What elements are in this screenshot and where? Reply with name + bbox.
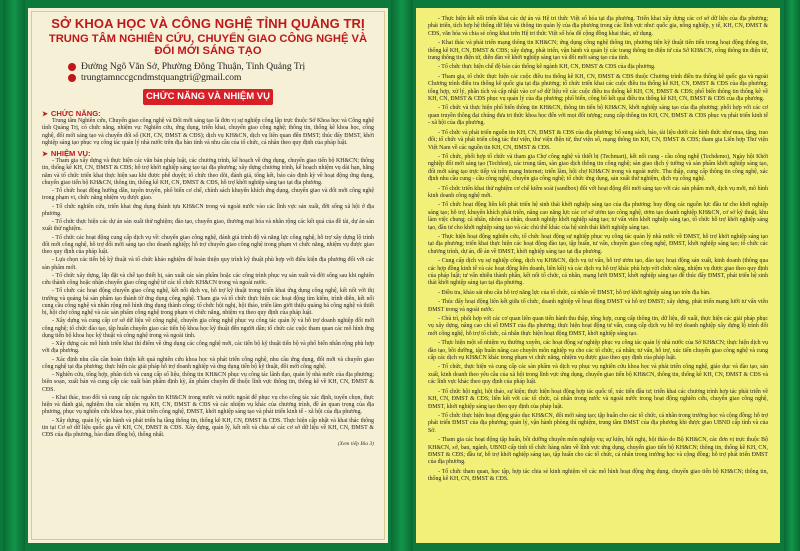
duty-paragraph: - Tổ chức xây dựng, lắp đặt và chế tạo thiết bị, sản xuất các sản phẩm hoặc các công trình phục vụ sản xuất và đời sống sau khi nghiên cứu thành công hoặc nhận chuyển giao công nghệ từ các tổ chức KH&CN trong và ngoài nước. — [42, 272, 374, 286]
chuc-nang-heading — [42, 109, 374, 118]
duty-paragraph: - Tổ chức thực hiện các dự án sản xuất thử nghiệm; đào tạo, chuyển giao, thương mại hóa và nhân rộng các kết quả của đề tài, dự án sản xuất thử nghiệm. — [42, 219, 374, 233]
duty-paragraph: - Tổ chức hội nghị, hội thảo, sự kiện; thực hiện hoạt động hợp tác quốc tế, xúc tiến đầu tư; triển khai các chương trình hợp tác phát triển về KH, CN, ĐMST & CĐS; liên kết với các tổ chức, cá nhân trong nước và ngoài nước trong hoạt động nghiên cứu, chuyển giao công nghệ, ĐMST, khởi nghiệp sáng tạo theo quy định của pháp luật. — [428, 388, 768, 410]
location-icon — [68, 63, 76, 71]
duty-paragraph: - Xác định nhu cầu cần hoàn thiện kết quả nghiên cứu khoa học và phát triển công nghệ, nhu cầu ứng dụng, đổi mới và chuyển giao công nghệ tại địa phương; thực hiện các giải pháp hỗ trợ doanh nghiệp và ứng dụng tiến bộ kỹ thuật, đổi mới công nghệ. — [42, 356, 374, 370]
duty-paragraph: - Khai thác và phát triển mạng thông tin KH&CN; ứng dụng công nghệ thông tin, phương tiện kỹ thuật tiên tiến trong hoạt động thông tin, thống kê KH, CN, ĐMST & CĐS; xây dựng, phát triển, vận hành và quản lý các trang thông tin điện tử của Sở KH&CN, cổng thông tin điện tử, trang thông tin điện tử, diễn đàn về khởi nghiệp sáng tạo và đổi mới sáng tạo của tỉnh. — [428, 40, 768, 62]
duty-paragraph: - Tổ chức các hoạt động cung cấp dịch vụ về: chuyển giao công nghệ, đánh giá trình độ và năng lực công nghệ, hỗ trợ xây dựng lộ trình đổi mới công nghệ, hỗ trợ đổi mới sáng tạo cho doanh nghiệp; hỗ trợ chuyển giao công nghệ trong phạm vi chức năng, nhiệm vụ được giao theo quy định của pháp luật. — [42, 234, 374, 255]
arrow-icon: ➤ — [42, 150, 48, 158]
address-line — [68, 62, 374, 72]
department-title: SỞ KHOA HỌC VÀ CÔNG NGHỆ TỈNH QUẢNG TRỊ — [51, 16, 365, 31]
address-text: Đường Ngô Văn Sở, Phường Đông Thuận, Tỉnh Quảng Trị — [81, 62, 306, 72]
duty-paragraph: - Chủ trì, phối hợp với các cơ quan liên quan tiến hành thu thập, tổng hợp, cung cấp thông tin, dữ liệu, đề xuất, thực hiện các giải pháp phục vụ xây dựng, nâng cao chỉ số ĐMST của địa phương; thực hiện hoạt động tư vấn, cung cấp dịch vụ hỗ trợ doanh nghiệp xây dựng lộ trình đổi mới công nghệ, hỗ trợ tổ chức, cá nhân thực hiện hoạt động ĐMST, khởi nghiệp sáng tạo. — [428, 316, 768, 337]
duty-paragraph: - Điều tra, khảo sát nhu cầu hỗ trợ năng lực của tổ chức, cá nhân về ĐMST, hỗ trợ khởi nghiệp sáng tạo trên địa bàn. — [438, 289, 711, 296]
duty-paragraph: - Nghiên cứu, tổng hợp, phân tích và cung cấp số liệu, thông tin KH&CN phục vụ công tác lãnh đạo, quản lý nhà nước của địa phương; biên soạn, xuất bản và cung cấp các xuất bản phẩm định kỳ, ấn phẩm chuyên đề thuộc lĩnh vực thông tin, thống kê về KH, CN, ĐMST & CĐS. — [42, 372, 374, 393]
chuc-nang-text: Trung tâm Nghiên cứu, Chuyển giao công nghệ và Đổi mới sáng tạo là đơn vị sự nghiệp công lập trực thuộc Sở Khoa học và Công nghệ tỉnh Quảng Trị, có chức năng, nhiệm vụ: Nghiên cứu, ứng dụng, triển khai, chuyển giao công nghệ; thông tin, thống kê khoa học, công nghệ, đổi mới sáng tạo và chuyển đổi số (KH, CN, ĐMST & CĐS); dịch vụ KH&CN, dịch vụ liên quan đến ĐMST; thúc đẩy ĐMST, khởi nghiệp sáng tạo phục vụ công tác quản lý nhà nước trên địa bàn tỉnh và nhu cầu của tổ chức, cá nhân theo quy định của pháp luật. — [42, 118, 374, 146]
duty-paragraph: - Tổ chức, thực hiện và cung cấp các sản phẩm và dịch vụ phục vụ nghiên cứu khoa học và phát triển công nghệ, giáo dục và đào tạo, sản xuất, kinh doanh theo yêu cầu của xã hội trong lĩnh vực ứng dụng, chuyển giao tiến bộ KH&CN, thông tin, thống kê KH, CN, ĐMST & CĐS và các lĩnh vực khác theo quy định của pháp luật. — [428, 364, 768, 386]
background-stripe — [391, 0, 413, 551]
duty-paragraph: - Tham gia, tổ chức thực hiện các cuộc điều tra thống kê KH, CN, ĐMST & CĐS thuộc Chương trình điều tra thống kê quốc gia và ngoài Chương trình điều tra thống kê quốc gia tại địa phương; tổ chức triển khai các cuộc điều tra thống kê KH, CN, ĐMST & CĐS của địa phương; tổng hợp, xử lý, phân tích và cập nhật vào cơ sở dữ liệu về các cuộc điều tra thống kê KH, CN, ĐMST & CĐS; phổ biến thông tin thống kê về KH, CN, ĐMST & CĐS phục vụ quản lý của địa phương; phổ biến, công bố kết quả điều tra thống kê KH, CN, ĐMST & CĐS của địa phương. — [428, 73, 768, 103]
duty-paragraph: - Tham gia xây dựng và thực hiện các văn bản pháp luật, các chương trình, kế hoạch về ứng dụng, chuyển giao tiến bộ KH&CN; thông tin, thống kê KH, CN, ĐMST & CĐS; hỗ trợ khởi nghiệp sáng tạo tại địa phương; xây dựng chương trình, kế hoạch nhiệm vụ dài hạn, hằng năm và tổ chức triển khai thực hiện sau khi được phê duyệt; tổ chức theo dõi, đánh giá, tổng kết, báo cáo định kỳ về hoạt động ứng dụng, chuyển giao tiến bộ KH&CN, thông tin, thống kê KH, CN, ĐMST & CĐS, hỗ trợ khởi nghiệp sáng tạo tại địa phương. — [42, 158, 374, 186]
duty-paragraph: - Cung cấp dịch vụ sự nghiệp công, dịch vụ KH&CN, dịch vụ tư vấn, hỗ trợ ươm tạo, đào tạo; hoạt động sản xuất, kinh doanh (thông qua các hợp đồng kinh tế và các hoạt động liên doanh, liên kết) và các dịch vụ hỗ trợ khác phù hợp với chức năng, nhiệm vụ được giao theo quy định của pháp luật; tư vấn nhiều thành phần, kết nối tổ chức, cá nhân, mạng lưới ĐMST, khởi nghiệp sáng tạo để thúc đẩy ĐMST, phát triển hệ sinh thái khởi nghiệp sáng tạo tại địa phương. — [428, 258, 768, 287]
background-stripe — [3, 0, 25, 551]
duty-paragraph: - Xây dựng các mô hình triển khai thí điểm về ứng dụng các công nghệ mới, các tiến bộ kỹ thuật tiến bộ và phổ biến nhân rộng phù hợp với địa phương. — [42, 341, 374, 355]
duty-paragraph: - Tổ chức hoạt động hướng dẫn, tuyên truyền, phổ biến cơ chế, chính sách khuyến khích ứng dụng, chuyển giao và đổi mới công nghệ trong phạm vi, chức năng nhiệm vụ được giao. — [42, 188, 374, 202]
chuc-nang-heading-text: CHỨC NĂNG: — [50, 109, 101, 118]
duty-paragraph: - Tổ chức hoạt động liên kết phát triển hệ sinh thái khởi nghiệp sáng tạo của địa phương; huy động các nguồn lực đầu tư cho khởi nghiệp sáng tạo; hỗ trợ, khuyến khích phát triển, nâng cao năng lực các cơ sở ươm tạo công nghệ, ươm tạo doanh nghiệp KH&CN, cơ sở kỹ thuật, khu làm việc chung; cá nhân, nhóm cá nhân, doanh nghiệp khởi nghiệp sáng tạo; tư vấn viên khởi nghiệp sáng tạo, tổ chức hỗ trợ khởi nghiệp sáng tạo, đầu tư cho khởi nghiệp sáng tạo và các chủ thể khác của hệ sinh thái khởi nghiệp sáng tạo. — [428, 202, 768, 231]
email-line — [68, 73, 374, 83]
section-title-banner: CHỨC NĂNG VÀ NHIỆM VỤ — [143, 89, 273, 105]
email-text: trungtamnccgcndmstquangtri@gmail.com — [81, 73, 242, 83]
duty-paragraph: - Khai thác, trao đổi và cung cấp các nguồn tin KH&CN trong nước và nước ngoài để phục vụ cho công tác xác định, tuyển chọn, thực hiện và đánh giá, nghiệm thu các nhiệm vụ KH, CN, ĐMST & CĐS và các nhiệm vụ khác của chương trình, đề án quan trọng của địa phương, phục vụ nghiên cứu khoa học, phát triển công nghệ, ĐMST, khởi nghiệp sáng tạo và phát triển kinh tế - xã hội của địa phương. — [42, 394, 374, 416]
right-page — [416, 8, 780, 543]
duty-paragraph: - Tổ chức các hoạt động chuyển giao công nghệ, kết nối dịch vụ, hỗ trợ kỹ thuật trong triển khai ứng dụng công nghệ, kết nối với thị trường và quảng bá sản phẩm tạo thành từ ứng dụng công nghệ. Tham gia và tổ chức thực hiện các hoạt động tìm kiếm, trình diễn, kết nối cung cầu công nghệ và nhân rộng mô hình ứng dụng thành công; tổ chức hội nghị, hội thảo, triển lãm giới thiệu quảng bá công nghệ và thiết bị, hội chợ công nghệ và các sản phẩm công nghệ trong phạm vi chức năng, nhiệm vụ theo quy định của pháp luật. — [42, 288, 374, 316]
duty-paragraph: - Thực hiện kết nối triển khai các dự án và Hệ tri thức Việt số hóa tại địa phương. Triển khai xây dựng các cơ sở dữ liệu của địa phương; phát triển, tích hợp hệ thống dữ liệu và thông tin quản lý của địa phương trong các lĩnh vực như: quốc gia, nông nghiệp, y tế, KH, CN, ĐMST & CĐS, văn hóa và chia sẻ công khai trên Hệ tri thức Việt số hóa để cộng đồng khai thác, sử dụng. — [428, 16, 768, 37]
email-icon — [68, 74, 76, 82]
center-title: TRUNG TÂM NGHIÊN CỨU, CHUYỂN GIAO CÔNG NGHỆ VÀ ĐỔI MỚI SÁNG TẠO — [48, 33, 368, 57]
duty-paragraph: - Tổ chức và thực hiện phổ biến thông tin KH&CN, thông tin tiến bộ KH&CN, khởi nghiệp sáng tạo của địa phương; phối hợp với các cơ quan truyền thông đại chúng đưa tri thức khoa học đến với mọi đối tượng; cung cấp thông tin KH, CN, ĐMST & CĐS phục vụ phát triển kinh tế - xã hội của địa phương. — [428, 105, 768, 127]
duty-paragraph: - Tham gia các hoạt động tập huấn, bồi dưỡng chuyên môn nghiệp vụ; sự kiện, hội nghị, hội thảo do Bộ KH&CN, các đơn vị trực thuộc Bộ KH&CN, sở, ban, ngành, UBND cấp tỉnh tổ chức hàng năm về lĩnh vực ứng dụng, chuyển giao tiến bộ KH&CN; thông tin, thống kê KH, CN, ĐMST & CĐS; đầu tư, hỗ trợ khởi nghiệp sáng tạo, tập huấn cho các tổ chức, cá nhân trong trường học và cộng đồng; hỗ trợ phát triển ĐMST của địa phương. — [428, 437, 768, 466]
duty-paragraph: - Thực hiện một số nhiệm vụ thường xuyên, các hoạt động sự nghiệp phục vụ công tác quản lý nhà nước của Sở KH&CN; thực hiện dịch vụ đào tạo, bồi dưỡng, tập huấn nâng cao chuyên môn nghiệp vụ cho các tổ chức, cá nhân; tư vấn, hỗ trợ, xúc tiến chuyển giao công nghệ và cung cấp các dịch vụ KH&CN khác trong phạm vi chức năng, nhiệm vụ được giao theo quy định của pháp luật. — [428, 340, 768, 362]
nhiem-vu-heading — [42, 149, 374, 158]
duty-paragraph: - Lựa chọn các tiến bộ kỹ thuật và tổ chức khảo nghiệm để hoàn thiện quy trình kỹ thuật phù hợp với điều kiện địa phương đối với các sản phẩm mới. — [42, 257, 374, 271]
continued-note: (Xem tiếp Bìa 3) — [337, 441, 374, 448]
left-page — [28, 8, 388, 543]
duty-paragraph: - Tổ chức, phối hợp tổ chức và tham gia Chợ công nghệ và thiết bị (Techmart), kết nối cung - cầu công nghệ (Techdemo), Ngày hội Khởi nghiệp đổi mới sáng tạo (Techfest), các trung tâm, sàn giao dịch thông tin công nghệ; sàn giao dịch ý tưởng và sản phẩm khởi nghiệp sáng tạo, đổi mới sáng tạo trực tiếp và trên mạng Internet; triển lãm, hội chợ KH&CN trong và ngoài nước. Thu thập, cung cấp thông tin công nghệ, xác định nhu cầu cung - cầu công nghệ, chuyên gia công nghệ; tổ chức ứng dụng, sản xuất thử nghiệm, dịch vụ công nghệ. — [428, 153, 768, 183]
duty-paragraph: - Tổ chức tham quan, học tập, hợp tác chia sẻ kinh nghiệm về các mô hình hoạt động ứng dụng, chuyển giao tiến bộ KH&CN; thông tin, thống kê KH, CN, ĐMST & CĐS. — [428, 468, 768, 483]
background-stripe — [784, 0, 800, 551]
nhiem-vu-heading-text: NHIỆM VỤ: — [50, 149, 91, 158]
duty-paragraph: - Tổ chức nghiên cứu, triển khai ứng dụng thành tựu KH&CN trong và ngoài nước vào các lĩnh vực sản xuất, đời sống xã hội ở địa phương. — [42, 203, 374, 217]
duty-paragraph: - Tổ chức và phát triển nguồn tin KH, CN, ĐMST & CĐS của địa phương: bổ sung sách, báo, tài liệu dưới các hình thức như mua, tặng, trao đổi; tổ chức và phát triển công tác thư viện, thư viện điện tử, thư viện số, mạng thông tin KH, CN, ĐMST & CĐS; tham gia Liên hợp Thư viện Việt Nam về các nguồn tin KH, CN, ĐMST & CĐS. — [428, 129, 768, 151]
duty-paragraph: - Thúc đẩy hoạt động liên kết giữa tổ chức, doanh nghiệp về hoạt động ĐMST và hỗ trợ ĐMST; xây dựng, phát triển mạng lưới tư vấn viên ĐMST trong và ngoài nước. — [428, 299, 768, 313]
arrow-icon: ➤ — [42, 110, 48, 118]
duty-paragraph: - Xây dựng và cung cấp cơ sở dữ liệu về công nghệ, chuyên gia công nghệ phục vụ công tác quản lý và hỗ trợ doanh nghiệp đổi mới công nghệ; tổ chức đào tạo, tập huấn chuyển giao các tiến bộ khoa học kỹ thuật đến người dân; tổ chức các cuộc tham quan các mô hình ứng dụng tiến bộ khoa học kỹ thuật và công nghệ trong và ngoài tỉnh. — [42, 318, 374, 339]
duty-paragraph: - Tổ chức triển khai thử nghiệm cơ chế kiểm soát (sandbox) đối với hoạt động đổi mới sáng tạo với các sản phẩm mới, dịch vụ mới, mô hình kinh doanh công nghệ mới. — [428, 185, 768, 199]
duty-paragraph: - Xây dựng, quản lý, vận hành và phát triển hạ tầng thông tin, thống kê KH, CN, ĐMST & CĐS. Thực hiện cập nhật và khai thác thông tin tại Cơ sở dữ liệu quốc gia về KH, CN, ĐMST & CĐS. Xây dựng, quản lý, kết nối và chia sẻ các cơ sở dữ liệu về KH, CN, ĐMST & CĐS của địa phương, bảo đảm đồng bộ, thống nhất. — [42, 417, 374, 438]
duty-paragraph: - Tổ chức thực hiện hoạt động giáo dục KH&CN, đổi mới sáng tạo; tập huấn cho các tổ chức, cá nhân trong trường học và cộng đồng; hỗ trợ phát triển ĐMST của địa phương; quản lý, vận hành phòng thí nghiệm, trung tâm ĐMST của địa phương khi được giao UBND cấp tỉnh và của Sở. — [428, 412, 768, 434]
duty-paragraph: - Thực hiện hoạt động nghiên cứu, tổ chức hoạt động sự nghiệp phục vụ công tác quản lý nhà nước về ĐMST, hỗ trợ khởi nghiệp sáng tạo tại địa phương; triển khai thực hiện các hoạt động đào tạo, tập huấn, tư vấn, chuyển giao công nghệ, ĐMST, khởi nghiệp sáng tạo; tổ chức các chương trình, dự án, đề án về ĐMST, khởi nghiệp sáng tạo tại địa phương. — [428, 233, 768, 255]
duty-paragraph: - Tổ chức thực hiện chế độ báo cáo thống kê ngành KH, CN, ĐMST & CĐS của địa phương. — [438, 64, 656, 71]
